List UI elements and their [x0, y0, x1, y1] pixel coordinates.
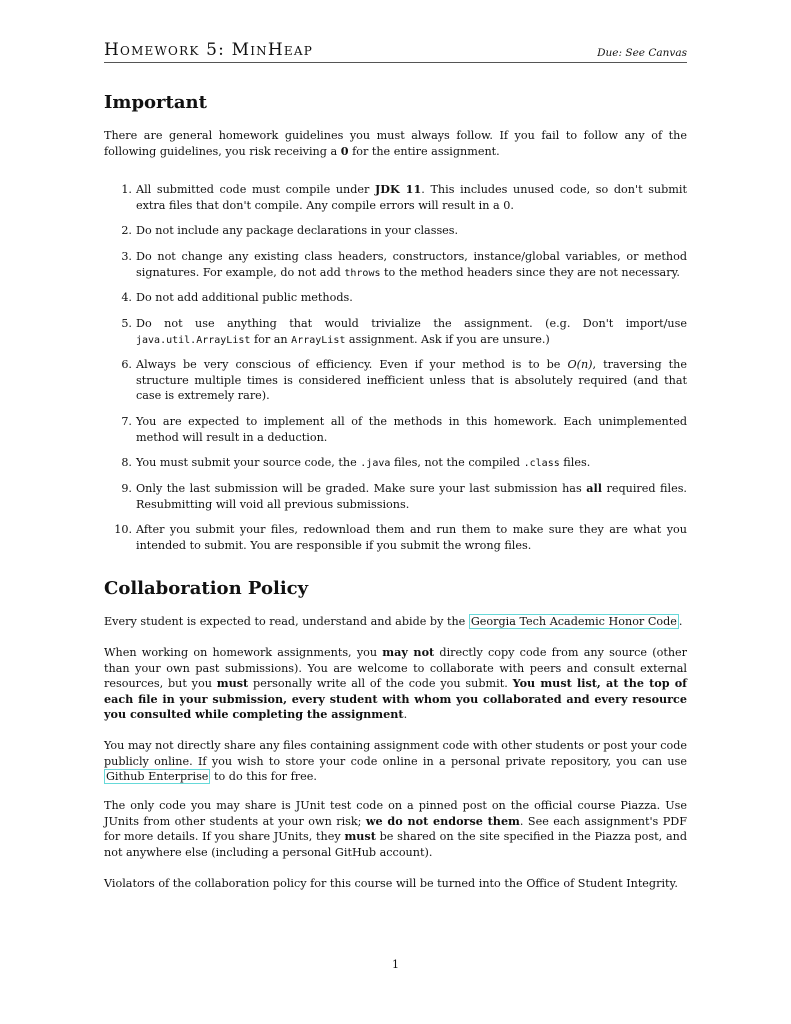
important-intro: There are general homework guidelines you must always follow. If you fail to follow any of the following guidelines, you risk receiving a 0 for the entire assignment. [104, 129, 687, 158]
page-header [104, 40, 687, 63]
collaboration-heading: Collaboration Policy [104, 578, 309, 599]
page-number: 1 [392, 958, 399, 971]
collab-paragraph-5: Violators of the collaboration policy for this course will be turned into the Office of Student Integrity. [104, 877, 678, 890]
collab-paragraph-2: When working on homework assignments, you may not directly copy code from any source (other than your own past submissions). You are welcome to collaborate with peers and consult external resources, but you must personally write all of the code you submit. You must list, at the top of each file in your submission, every student with whom you collaborated and every resource you consulted while completing the assignment. [104, 645, 687, 721]
honor-code-link[interactable]: Georgia Tech Academic Honor Code [470, 615, 677, 628]
important-heading: Important [104, 92, 207, 113]
due-date: Due: See Canvas [597, 47, 687, 59]
collab-paragraph-1: Every student is expected to read, understand and abide by the Georgia Tech Academic Honor Code . [104, 615, 683, 628]
collab-paragraph-3: You may not directly share any files containing assignment code with other students or post your code publicly online. If you wish to store your code online in a personal private repository, you can use Github Enterprise to do this for free. [104, 739, 687, 783]
document-title: Homework 5: MinHeap [104, 40, 314, 60]
github-enterprise-link[interactable]: Github Enterprise [106, 770, 209, 783]
document-page: Homework 5: MinHeap Due: See Canvas Important There are general homework guidelines you must always follow. If you fail to follow any of the following guidelines, you risk receiving a 0 for the entire assignment. 1. All submitted code must compile under JDK 11. This includes unused code, so don't submit extra files that don't compile. Any compile errors will result in a 0. 2. Do not include any package declarations in your classes. 3. Do not change any existing class headers, constructors, instance/global variables, or method signatures. For example, do not add throws to the method headers since they are not necessary. 4. Do not add additional public methods. 5. Do not use anything that would trivialize the assignment. (e.g. Don't import/use java.util.ArrayList for an ArrayList assignment. Ask if you are unsure.) 6. Always be very conscious of efficiency. Even if your method is to be O(n), traversing the structure multiple times is considered inefficient unless that is absolutely required (and that case is extremely rare). 7. You are expected to implement all of the methods in this homework. Each unimplemented method will result in a deduction. 8. You must submit your source code, the .java files, not the compiled .class files. 9. Only the last submission will be graded. Make sure your last submission has all required files. Resubmitting will void all previous submissions. 10. After you submit your files, redownload them and run them to make sure they are what you intended to submit. You are responsible if you submit the wrong files. Collaboration Policy Every student is expected to read, understand and abide by the Georgia Tech Academic Honor Code . When working on homework assignments, you may not directly copy code from any source (other than your own past submissions). You are welcome to collaborate with peers and consult external resources, but you must personally write all of the code you submit. You must list, at the top of each file in your submission, every student with whom you collaborated and every resource you consulted while completing the assignment. You may not directly share any files containing assignment code with other students or post your code publicly online. If you wish to store your code online in a personal private repository, you can use Github Enterprise to do this for free. The only code you may share is JUnit test code on a pinned post on the official course Piazza. Use JUnits from other students at your own risk; we do not endorse them. See each assignment's PDF for more details. If you share JUnits, they must be shared on the site specified in the Piazza post, and not anywhere else (including a personal GitHub account). Violators of the collaboration policy for this course will be turned into the Office of Student Integrity. 1 [0, 0, 791, 1024]
collab-paragraph-4: The only code you may share is JUnit test code on a pinned post on the official course Piazza. Use JUnits from other students at your own risk; we do not endorse them. See each assignment's PDF for more details. If you share JUnits, they must be shared on the site specified in the Piazza post, and not anywhere else (including a personal GitHub account). [104, 799, 687, 859]
